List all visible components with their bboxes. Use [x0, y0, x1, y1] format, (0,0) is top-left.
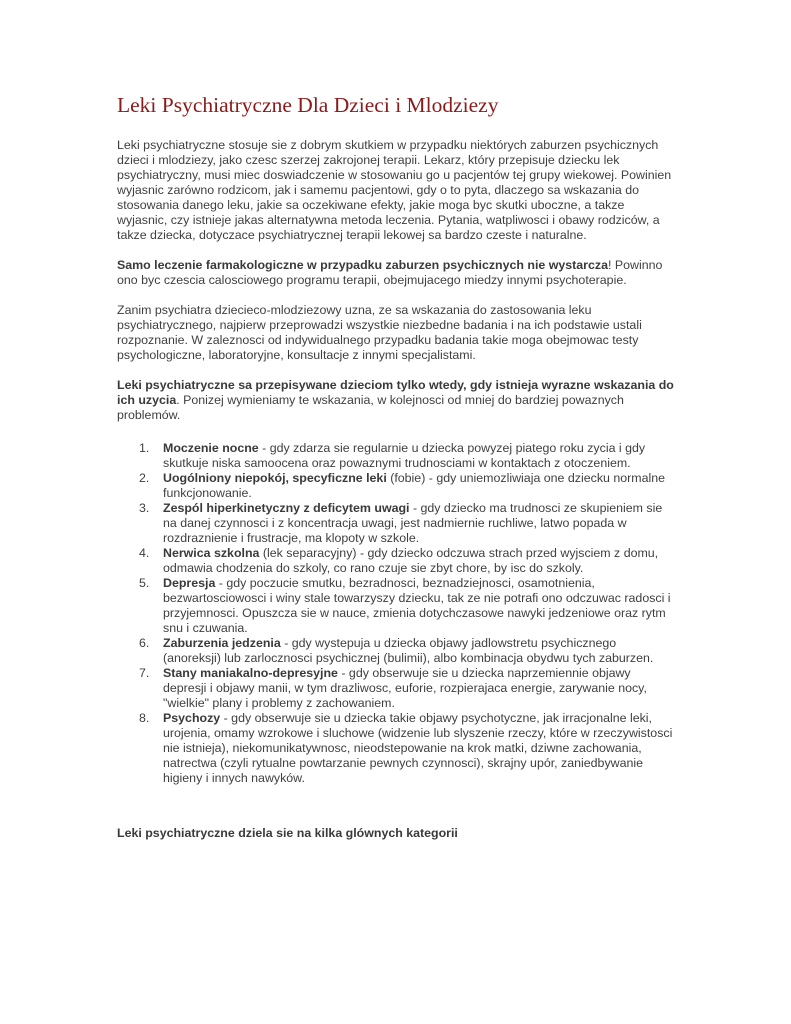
list-item-number: 7. — [139, 666, 150, 680]
list-item — [117, 666, 677, 711]
list-item-number: 3. — [139, 501, 150, 515]
list-item-term: Moczenie nocne — [163, 441, 259, 455]
list-item-text: (lek separacyjny) - gdy dziecko odczuwa strach przed wyjsciem z domu, odmawia chodzenia do szkoly, co rano czuje sie zbyt chore, by isc do szkoly. — [163, 546, 659, 575]
list-item-term: Nerwica szkolna — [163, 546, 260, 560]
list-item — [117, 546, 677, 576]
indications-list — [117, 441, 677, 786]
list-item-text: - gdy dziecko ma trudnosci ze skupieniem sie na danej czynnosci i z koncentracja uwagi, jest nadmiernie ruchliwe, latwo popada w rozdraznienie i frustracje, ma klopoty w szkole. — [163, 501, 663, 545]
list-item-text: (fobie) - gdy uniemozliwiaja one dziecku normalne funkcjonowanie. — [163, 471, 666, 500]
paragraph-4-bold: Leki psychiatryczne sa przepisywane dzieciom tylko wtedy, gdy istnieja wyrazne wskazania do ich uzycia — [117, 378, 674, 407]
paragraph-3: Zanim psychiatra dziecieco-mlodziezowy uzna, ze sa wskazania do zastosowania leku psychiatrycznego, najpierw przeprowadzi wszystkie niezbedne badania i na ich podstawie ustali rozpoznanie. W zaleznosci od indywidualnego przypadku badania takie moga obejmowac testy psychologiczne, laboratoryjne, konsultacje z innymi specjalistami. — [117, 303, 642, 362]
list-item — [117, 576, 677, 636]
list-item-term: Psychozy — [163, 711, 221, 725]
paragraph-2 — [117, 258, 677, 288]
list-item — [117, 501, 677, 546]
paragraph-2-text: ! Powinno ono byc czescia calosciowego programu terapii, obejmujacego miedzy innymi psychoterapie. — [117, 258, 663, 287]
list-item — [117, 471, 677, 501]
list-item-number: 5. — [139, 576, 150, 590]
list-item-text: - gdy obserwuje sie u dziecka naprzemiennie objawy depresji i objawy manii, w tym drazliwosc, euforie, rozpierajaca energie, zarywanie nocy, "wielkie" plany i problemy z zachowaniem. — [163, 666, 647, 710]
list-item-term: Uogólniony niepokój, specyficzne leki — [163, 471, 387, 485]
document-page — [117, 92, 677, 841]
list-item-term: Zaburzenia jedzenia — [163, 636, 281, 650]
paragraph-2-bold: Samo leczenie farmakologiczne w przypadku zaburzen psychicznych nie wystarcza — [117, 258, 608, 272]
paragraph-4 — [117, 378, 677, 423]
list-item-term: Depresja — [163, 576, 216, 590]
list-item-number: 8. — [139, 711, 150, 725]
list-item — [117, 711, 677, 786]
list-item-text: - gdy zdarza sie regularnie u dziecka powyzej piatego roku zycia i gdy skutkuje niska samoocena oraz powaznymi trudnosciami w kontaktach z otoczeniem. — [163, 441, 646, 470]
paragraph-4-text: . Ponizej wymieniamy te wskazania, w kolejnosci od mniej do bardziej powaznych problemów. — [117, 393, 624, 422]
list-item — [117, 636, 677, 666]
list-item-text: - gdy poczucie smutku, bezradnosci, beznadziejnosci, osamotnienia, bezwartosciowosci i winy stale towarzyszy dziecku, tak ze nie potrafi ono odczuwac radosci i przyjemnosci. Opuszcza sie w nauce, zmienia dotychczasowe nawyki jedzeniowe oraz rytm snu i czuwania. — [163, 576, 671, 635]
list-item-term: Stany maniakalno-depresyjne — [163, 666, 338, 680]
list-item-number: 1. — [139, 441, 150, 455]
list-item-text: - gdy obserwuje sie u dziecka takie objawy psychotyczne, jak irracjonalne leki, urojenia, omamy wzrokowe i sluchowe (widzenie lub slyszenie rzeczy, które w rzeczywistosci nie istnieja), niekomunikatywnosc, nieodstepowanie na krok matki, dziwne zachowania, natrectwa (czyli rytualne powtarzanie pewnych czynnosci), skrajny upór, zaniedbywanie higieny i innych nawyków. — [163, 711, 673, 785]
section-heading: Leki psychiatryczne dziela sie na kilka glównych kategorii — [117, 826, 458, 840]
list-item-term: Zespól hiperkinetyczny z deficytem uwagi — [163, 501, 410, 515]
list-item-text: - gdy wystepuja u dziecka objawy jadlowstretu psychicznego (anoreksji) lub zarlocznosci psychicznej (bulimii), albo kombinacja obydwu tych zaburzen. — [163, 636, 654, 665]
intro-paragraph: Leki psychiatryczne stosuje sie z dobrym skutkiem w przypadku niektórych zaburzen psychicznych dzieci i mlodziezy, jako czesc szerzej zakrojonej terapii. Lekarz, który przepisuje dziecku lek psychiatryczny, musi miec doswiadczenie w stosowaniu go u pacjentów tej grupy wiekowej. Powinien wyjasnic zarówno rodzicom, jak i samemu pacjentowi, gdy o to pyta, dlaczego sa wskazania do stosowania danego leku, jakie sa oczekiwane efekty, jakie moga byc skutki uboczne, a takze wyjasnic, czy istnieje jakas alternatywna metoda leczenia. Pytania, watpliwosci i obawy rodziców, a takze dziecka, dotyczace psychiatrycznej terapii lekowej sa bardzo czeste i naturalne. — [117, 138, 672, 242]
list-item — [117, 441, 677, 471]
list-item-number: 6. — [139, 636, 150, 650]
list-item-number: 4. — [139, 546, 150, 560]
page-title: Leki Psychiatryczne Dla Dzieci i Mlodziezy — [117, 93, 499, 117]
list-item-number: 2. — [139, 471, 150, 485]
